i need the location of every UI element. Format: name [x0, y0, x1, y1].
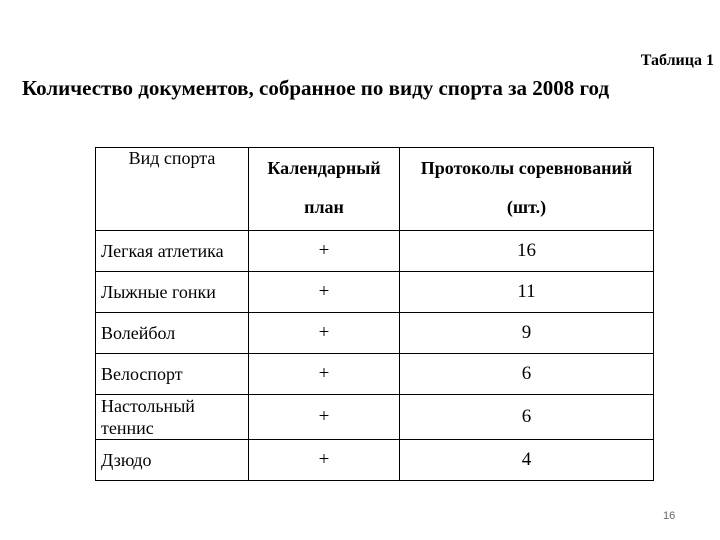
sport-name: Настольный теннис: [96, 395, 249, 440]
table-row: [96, 272, 654, 313]
header-calendar-plan-line2: план: [304, 197, 344, 217]
protocols-count: 4: [400, 440, 654, 481]
calendar-plan-mark: +: [249, 231, 400, 272]
header-protocols-line2: (шт.): [506, 197, 547, 217]
protocols-count: 6: [400, 354, 654, 395]
table-row: [96, 313, 654, 354]
table-row: [96, 440, 654, 481]
table-row: [96, 354, 654, 395]
header-calendar-plan: [249, 148, 400, 231]
sport-name: Дзюдо: [96, 440, 249, 481]
header-protocols-line1: Протоколы соревнований: [420, 158, 633, 178]
protocols-count: 11: [400, 272, 654, 313]
table-label: Таблица 1: [640, 52, 714, 69]
header-protocols: [400, 148, 654, 231]
page-title: Количество документов, собранное по виду спорта за 2008 год: [22, 76, 610, 100]
protocols-count: 16: [400, 231, 654, 272]
sport-name: Легкая атлетика: [96, 231, 249, 272]
table-row: [96, 231, 654, 272]
page-number: 16: [663, 510, 676, 522]
header-calendar-plan-line1: Календарный: [267, 158, 381, 178]
table-row: [96, 395, 654, 440]
calendar-plan-mark: +: [249, 313, 400, 354]
sport-name: Волейбол: [96, 313, 249, 354]
calendar-plan-mark: +: [249, 440, 400, 481]
table-header-row: [96, 148, 654, 231]
protocols-count: 6: [400, 395, 654, 440]
calendar-plan-mark: +: [249, 395, 400, 440]
calendar-plan-mark: +: [249, 354, 400, 395]
sport-name: Велоспорт: [96, 354, 249, 395]
protocols-count: 9: [400, 313, 654, 354]
sport-name: Лыжные гонки: [96, 272, 249, 313]
header-sport: Вид спорта: [96, 148, 249, 231]
calendar-plan-mark: +: [249, 272, 400, 313]
sports-documents-table: [95, 147, 654, 481]
